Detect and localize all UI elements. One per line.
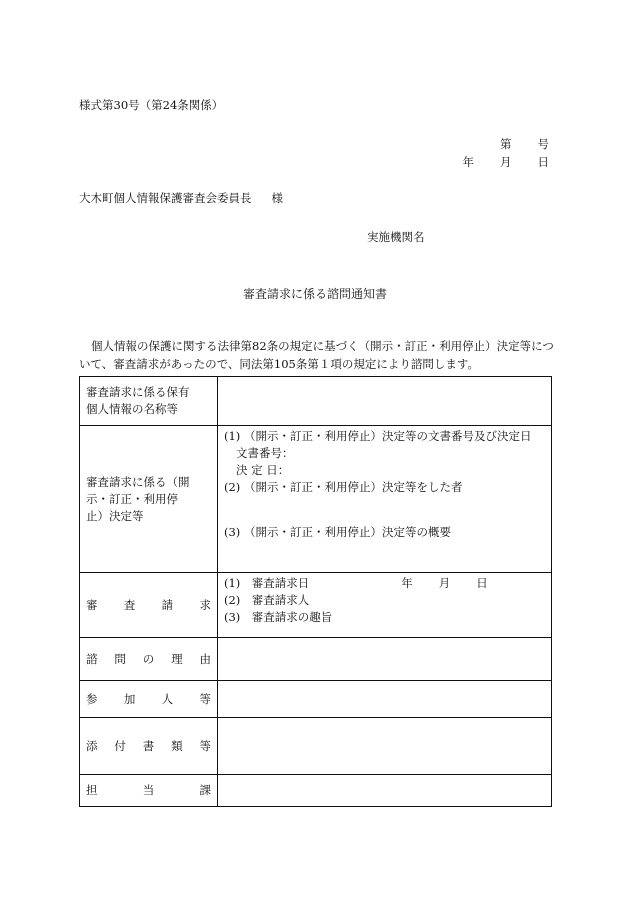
label-char: 課 [199, 783, 211, 797]
row-value-participants[interactable] [218, 681, 552, 718]
number-prefix: 第 [500, 137, 512, 151]
label-char: 問 [114, 651, 126, 666]
row-value-department[interactable] [218, 775, 552, 807]
label-char: 理 [171, 651, 183, 666]
label-line: 示・訂正・利用停 [86, 491, 178, 506]
table-row [80, 775, 552, 807]
number-suffix: 号 [537, 137, 549, 151]
spacer [224, 496, 545, 524]
row-value-attachments[interactable] [218, 718, 552, 775]
label-char: 当 [142, 783, 155, 797]
label-char: 等 [199, 738, 211, 753]
label-char: 類 [171, 738, 183, 753]
inquiry-table [79, 376, 552, 807]
label-char: 書 [142, 738, 155, 753]
label-char: 審 [86, 597, 98, 612]
decision-date: 決 定 日： [236, 463, 290, 477]
addressee-honorific: 様 [271, 191, 283, 205]
label-char: 等 [199, 691, 211, 706]
document-title: 審査請求に係る諮問通知書 [242, 287, 387, 301]
request-item-2: (2) 審査請求人 [224, 593, 310, 607]
row-label-participants [80, 681, 218, 718]
label-line: 審査請求に係る保有 [86, 385, 190, 399]
row-value-decision[interactable] [218, 426, 552, 573]
row-value-request[interactable] [218, 573, 552, 638]
decision-item-2: (2) （開示・訂正・利用停止）決定等をした者 [224, 480, 463, 494]
request-day: 日 [476, 576, 488, 590]
date-day: 日 [537, 155, 549, 169]
label-char: の [142, 651, 155, 666]
request-month: 月 [438, 576, 451, 590]
body-text: 個人情報の保護に関する法律第82条の規定に基づく（開示・訂正・利用停止）決定等について、審査請求があったので、同法第105条第１項の規定により諮問します。 [79, 339, 554, 371]
row-value-reason[interactable] [218, 638, 552, 681]
label-line: 審査請求に係る（開 [86, 474, 190, 489]
request-item-1 [224, 575, 545, 592]
row-label-attachments [80, 718, 218, 775]
row-label-record-name [80, 377, 218, 426]
decision-item-1: (1) （開示・訂正・利用停止）決定等の文書番号及び決定日 [224, 429, 532, 443]
label-char: 付 [114, 738, 126, 753]
date-line [463, 154, 550, 170]
label-char: 添 [86, 738, 98, 753]
document-number-line [500, 136, 549, 152]
agency-name: 実施機関名 [367, 230, 425, 244]
request-year: 年 [401, 576, 413, 590]
date-year: 年 [462, 155, 474, 169]
table-row [80, 718, 552, 775]
table-row [80, 426, 552, 573]
label-char: 由 [199, 651, 211, 666]
label-char: 請 [161, 597, 174, 612]
label-char: 担 [86, 783, 98, 797]
request-date-label: (1) 審査請求日 [224, 576, 310, 590]
label-line: 止）決定等 [86, 508, 144, 523]
row-label-decision [80, 426, 218, 573]
label-char: 参 [86, 691, 98, 706]
date-month: 月 [500, 155, 512, 169]
label-line: 個人情報の名称等 [86, 402, 178, 416]
row-label-department [80, 775, 218, 807]
label-char: 加 [123, 691, 136, 706]
form-number: 様式第30号（第24条関係） [79, 98, 224, 112]
label-char: 諮 [86, 651, 98, 666]
table-row [80, 681, 552, 718]
decision-item-3: (3) （開示・訂正・利用停止）決定等の概要 [224, 525, 451, 539]
table-row [80, 573, 552, 638]
table-row [80, 377, 552, 426]
request-item-3: (3) 審査請求の趣旨 [224, 610, 333, 624]
addressee-name: 大木町個人情報保護審査会委員長 [79, 191, 252, 205]
row-value-record-name[interactable] [218, 377, 552, 426]
row-label-request [80, 573, 218, 638]
row-label-reason [80, 638, 218, 681]
addressee [79, 190, 283, 206]
decision-doc-number: 文書番号： [236, 446, 294, 460]
label-char: 人 [161, 691, 174, 706]
label-char: 査 [123, 597, 136, 612]
label-char: 求 [199, 597, 211, 612]
table-row [80, 638, 552, 681]
